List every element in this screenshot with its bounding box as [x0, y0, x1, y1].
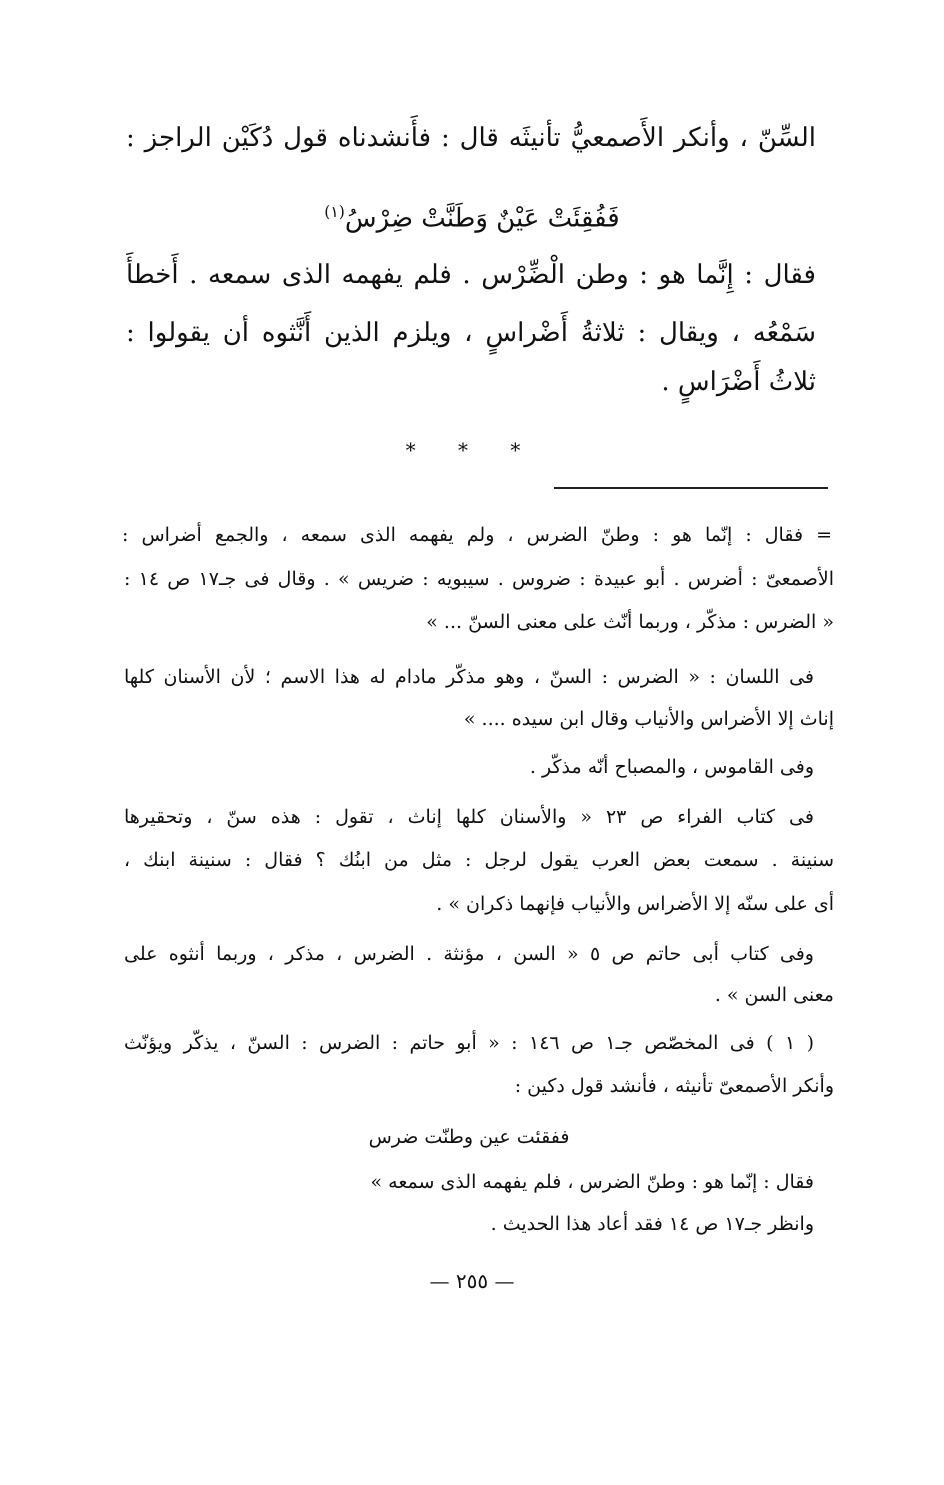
footnote-line-16: وانظر جـ١٧ ص ١٤ فقد أعاد هذا الحديث . [490, 1213, 814, 1235]
footnote-line-1: = فقال : إنّما هو : وطنّ الضرس ، ولم يفهمه الذى سمعه ، والجمع أضراس : [122, 524, 832, 546]
footnote-line-4: فى اللسان : « الضرس : السنّ ، وهو مذكّر مادام له هذا الاسم ؛ لأن الأسنان كلها [124, 666, 814, 688]
main-text-line-4: سَمْعُه ، ويقال : ثلاثةُ أَضْراسٍ ، ويلزم الذين أَنَّثوه أن يقولوا : [126, 318, 816, 348]
footnote-line-3: « الضرس : مذكّر ، وربما أنّث على معنى السنّ ... » [426, 611, 834, 633]
footnote-line-5: إناث إلا الأضراس والأنياب وقال ابن سيده .... » [463, 708, 834, 730]
footnote-reference: (١) [324, 203, 345, 221]
footnote-divider [554, 487, 828, 489]
footnote-line-11: معنى السن » . [714, 984, 834, 1006]
footnote-line-12: ( ١ ) فى المخصّص جـ١ ص ١٤٦ : « أبو حاتم : الضرس : السنّ ، يذكّر ويؤنّث [124, 1032, 814, 1054]
main-text-line-1: السِّنّ ، وأنكر الأَصمعيُّ تأنيثَه قال : فأَنشدناه قول دُكَيْن الراجز : [126, 123, 816, 153]
footnote-line-8: سنينة . سمعت بعض العرب يقول لرجل : مثل من ابنُك ؟ فقال : سنينة ابنك ، [124, 849, 834, 871]
footnote-line-2: الأصمعىّ : أضرس . أبو عبيدة : ضروس . سيبويه : ضريس » . وقال فى جـ١٧ ص ١٤ : [124, 568, 834, 590]
footnote-line-15: فقال : إنّما هو : وطنّ الضرس ، فلم يفهمه الذى سمعه » [370, 1171, 814, 1193]
footnote-line-7: فى كتاب الفراء ص ٢٣ « والأسنان كلها إناث ، تقول : هذه سنّ ، وتحقيرها [124, 806, 814, 828]
verse-text: فَفُقِئَتْ عَيْنٌ وَطَنَّتْ ضِرْسُ [344, 203, 620, 234]
footnote-line-10: وفى كتاب أبى حاتم ص ٥ « السن ، مؤنثة . الضرس ، مذكر ، وربما أنثوه على [124, 943, 814, 965]
verse-line [0, 192, 944, 239]
footnote-line-13: وأنكر الأصمعىّ تأنيثه ، فأنشد قول دكين : [514, 1075, 834, 1097]
section-separator: * * * [405, 438, 539, 462]
footnote-line-9: أى على سنّه إلا الأضراس والأنياب فإنهما ذكران » . [436, 893, 834, 915]
main-text-line-5: ثلاثُ أَضْرَاسٍ . [661, 367, 816, 397]
main-text-line-3: فقال : إِنَّما هو : وطن الْضِّرْس . فلم يفهمه الذى سمعه . أَخطأَ [126, 260, 816, 290]
footnote-line-6: وفى القاموس ، والمصباح أنّه مذكّر . [529, 756, 814, 778]
page-number: — ٢٥٥ — [429, 1269, 515, 1293]
footnote-verse: ففقئت عين وطنّت ضرس [368, 1126, 570, 1148]
